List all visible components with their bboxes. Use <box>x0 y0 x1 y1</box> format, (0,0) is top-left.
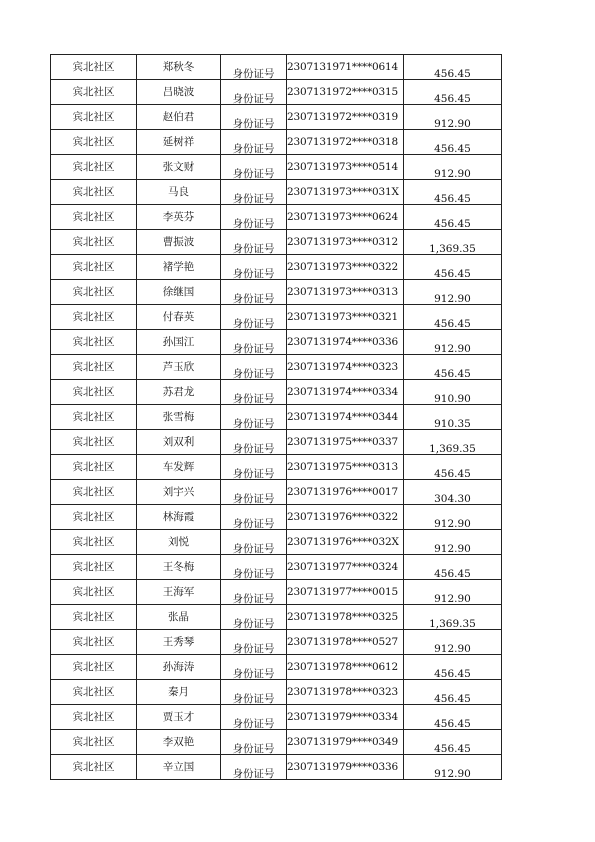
amount-cell: 456.45 <box>404 655 502 680</box>
document-type-cell: 身份证号 <box>221 205 287 230</box>
table-row <box>51 255 502 280</box>
name-cell: 马良 <box>137 180 221 205</box>
community-cell: 宾北社区 <box>51 680 137 705</box>
amount-cell: 912.90 <box>404 530 502 555</box>
name-cell: 赵伯君 <box>137 105 221 130</box>
community-cell: 宾北社区 <box>51 305 137 330</box>
table-row <box>51 480 502 505</box>
table-row <box>51 580 502 605</box>
amount-cell: 910.90 <box>404 380 502 405</box>
amount-cell: 456.45 <box>404 80 502 105</box>
community-cell: 宾北社区 <box>51 330 137 355</box>
id-number-cell: 2307131979****0336 <box>287 755 404 780</box>
amount-cell: 456.45 <box>404 355 502 380</box>
community-cell: 宾北社区 <box>51 705 137 730</box>
id-number-cell: 2307131979****0334 <box>287 705 404 730</box>
table-row <box>51 280 502 305</box>
document-type-cell: 身份证号 <box>221 405 287 430</box>
name-cell: 刘宇兴 <box>137 480 221 505</box>
amount-cell: 456.45 <box>404 130 502 155</box>
name-cell: 刘双利 <box>137 430 221 455</box>
document-type-cell: 身份证号 <box>221 455 287 480</box>
table-row <box>51 80 502 105</box>
document-type-cell: 身份证号 <box>221 630 287 655</box>
table-row <box>51 630 502 655</box>
name-cell: 张晶 <box>137 605 221 630</box>
id-number-cell: 2307131974****0323 <box>287 355 404 380</box>
document-type-cell: 身份证号 <box>221 355 287 380</box>
document-type-cell: 身份证号 <box>221 730 287 755</box>
name-cell: 延树祥 <box>137 130 221 155</box>
document-type-cell: 身份证号 <box>221 505 287 530</box>
community-cell: 宾北社区 <box>51 480 137 505</box>
id-number-cell: 2307131976****0017 <box>287 480 404 505</box>
community-cell: 宾北社区 <box>51 730 137 755</box>
id-number-cell: 2307131971****0614 <box>287 55 404 80</box>
amount-cell: 912.90 <box>404 630 502 655</box>
id-number-cell: 2307131972****0319 <box>287 105 404 130</box>
document-type-cell: 身份证号 <box>221 130 287 155</box>
table-row <box>51 530 502 555</box>
community-cell: 宾北社区 <box>51 505 137 530</box>
community-cell: 宾北社区 <box>51 255 137 280</box>
name-cell: 芦玉欣 <box>137 355 221 380</box>
table-row <box>51 155 502 180</box>
name-cell: 李双艳 <box>137 730 221 755</box>
community-cell: 宾北社区 <box>51 355 137 380</box>
table-row <box>51 605 502 630</box>
table-row <box>51 705 502 730</box>
id-number-cell: 2307131973****0313 <box>287 280 404 305</box>
name-cell: 车发辉 <box>137 455 221 480</box>
table-row <box>51 205 502 230</box>
name-cell: 褚学艳 <box>137 255 221 280</box>
id-number-cell: 2307131973****031X <box>287 180 404 205</box>
amount-cell: 912.90 <box>404 105 502 130</box>
document-type-cell: 身份证号 <box>221 480 287 505</box>
id-number-cell: 2307131974****0344 <box>287 405 404 430</box>
amount-cell: 456.45 <box>404 255 502 280</box>
amount-cell: 1,369.35 <box>404 230 502 255</box>
id-number-cell: 2307131975****0313 <box>287 455 404 480</box>
document-type-cell: 身份证号 <box>221 155 287 180</box>
community-cell: 宾北社区 <box>51 180 137 205</box>
id-number-cell: 2307131978****0323 <box>287 680 404 705</box>
amount-cell: 912.90 <box>404 505 502 530</box>
amount-cell: 456.45 <box>404 555 502 580</box>
table-row <box>51 680 502 705</box>
table-row <box>51 430 502 455</box>
amount-cell: 910.35 <box>404 405 502 430</box>
community-cell: 宾北社区 <box>51 405 137 430</box>
document-type-cell: 身份证号 <box>221 430 287 455</box>
id-number-cell: 2307131972****0315 <box>287 80 404 105</box>
id-number-cell: 2307131975****0337 <box>287 430 404 455</box>
name-cell: 王秀琴 <box>137 630 221 655</box>
roster-table <box>50 54 502 780</box>
id-number-cell: 2307131974****0336 <box>287 330 404 355</box>
name-cell: 孙海涛 <box>137 655 221 680</box>
amount-cell: 1,369.35 <box>404 430 502 455</box>
amount-cell: 912.90 <box>404 580 502 605</box>
id-number-cell: 2307131977****0015 <box>287 580 404 605</box>
community-cell: 宾北社区 <box>51 280 137 305</box>
table-row <box>51 455 502 480</box>
table-row <box>51 405 502 430</box>
name-cell: 付春英 <box>137 305 221 330</box>
table-row <box>51 655 502 680</box>
document-type-cell: 身份证号 <box>221 180 287 205</box>
id-number-cell: 2307131973****0514 <box>287 155 404 180</box>
id-number-cell: 2307131978****0527 <box>287 630 404 655</box>
community-cell: 宾北社区 <box>51 155 137 180</box>
id-number-cell: 2307131976****0322 <box>287 505 404 530</box>
amount-cell: 456.45 <box>404 455 502 480</box>
document-type-cell: 身份证号 <box>221 705 287 730</box>
community-cell: 宾北社区 <box>51 755 137 780</box>
community-cell: 宾北社区 <box>51 80 137 105</box>
community-cell: 宾北社区 <box>51 630 137 655</box>
document-type-cell: 身份证号 <box>221 680 287 705</box>
id-number-cell: 2307131978****0612 <box>287 655 404 680</box>
name-cell: 苏君龙 <box>137 380 221 405</box>
community-cell: 宾北社区 <box>51 380 137 405</box>
table-row <box>51 380 502 405</box>
community-cell: 宾北社区 <box>51 55 137 80</box>
name-cell: 郑秋冬 <box>137 55 221 80</box>
id-number-cell: 2307131973****0321 <box>287 305 404 330</box>
table-row <box>51 180 502 205</box>
name-cell: 孙国江 <box>137 330 221 355</box>
community-cell: 宾北社区 <box>51 105 137 130</box>
community-cell: 宾北社区 <box>51 430 137 455</box>
document-type-cell: 身份证号 <box>221 255 287 280</box>
document-type-cell: 身份证号 <box>221 555 287 580</box>
name-cell: 王冬梅 <box>137 555 221 580</box>
name-cell: 刘悦 <box>137 530 221 555</box>
community-cell: 宾北社区 <box>51 205 137 230</box>
document-type-cell: 身份证号 <box>221 230 287 255</box>
community-cell: 宾北社区 <box>51 605 137 630</box>
amount-cell: 456.45 <box>404 680 502 705</box>
table-row <box>51 755 502 780</box>
amount-cell: 456.45 <box>404 205 502 230</box>
amount-cell: 912.90 <box>404 280 502 305</box>
id-number-cell: 2307131976****032X <box>287 530 404 555</box>
name-cell: 贾玉才 <box>137 705 221 730</box>
community-cell: 宾北社区 <box>51 655 137 680</box>
document-type-cell: 身份证号 <box>221 755 287 780</box>
community-cell: 宾北社区 <box>51 580 137 605</box>
amount-cell: 1,369.35 <box>404 605 502 630</box>
amount-cell: 456.45 <box>404 705 502 730</box>
id-number-cell: 2307131978****0325 <box>287 605 404 630</box>
amount-cell: 912.90 <box>404 755 502 780</box>
document-type-cell: 身份证号 <box>221 80 287 105</box>
name-cell: 吕晓波 <box>137 80 221 105</box>
community-cell: 宾北社区 <box>51 530 137 555</box>
table-row <box>51 230 502 255</box>
id-number-cell: 2307131972****0318 <box>287 130 404 155</box>
name-cell: 李英芬 <box>137 205 221 230</box>
table-row <box>51 355 502 380</box>
amount-cell: 912.90 <box>404 330 502 355</box>
table-row <box>51 305 502 330</box>
name-cell: 张文财 <box>137 155 221 180</box>
amount-cell: 456.45 <box>404 55 502 80</box>
document-type-cell: 身份证号 <box>221 655 287 680</box>
document-type-cell: 身份证号 <box>221 330 287 355</box>
document-type-cell: 身份证号 <box>221 280 287 305</box>
amount-cell: 456.45 <box>404 180 502 205</box>
table-row <box>51 555 502 580</box>
name-cell: 秦月 <box>137 680 221 705</box>
amount-cell: 456.45 <box>404 730 502 755</box>
name-cell: 辛立国 <box>137 755 221 780</box>
community-cell: 宾北社区 <box>51 455 137 480</box>
name-cell: 徐继国 <box>137 280 221 305</box>
name-cell: 林海霞 <box>137 505 221 530</box>
id-number-cell: 2307131979****0349 <box>287 730 404 755</box>
table-row <box>51 730 502 755</box>
document-type-cell: 身份证号 <box>221 580 287 605</box>
name-cell: 曹振波 <box>137 230 221 255</box>
table-row <box>51 505 502 530</box>
table-row <box>51 55 502 80</box>
id-number-cell: 2307131973****0312 <box>287 230 404 255</box>
document-type-cell: 身份证号 <box>221 55 287 80</box>
amount-cell: 456.45 <box>404 305 502 330</box>
document-type-cell: 身份证号 <box>221 605 287 630</box>
document-type-cell: 身份证号 <box>221 530 287 555</box>
community-cell: 宾北社区 <box>51 230 137 255</box>
id-number-cell: 2307131974****0334 <box>287 380 404 405</box>
amount-cell: 912.90 <box>404 155 502 180</box>
name-cell: 张雪梅 <box>137 405 221 430</box>
roster-table-body <box>51 55 502 780</box>
table-row <box>51 330 502 355</box>
id-number-cell: 2307131973****0624 <box>287 205 404 230</box>
id-number-cell: 2307131973****0322 <box>287 255 404 280</box>
community-cell: 宾北社区 <box>51 555 137 580</box>
id-number-cell: 2307131977****0324 <box>287 555 404 580</box>
name-cell: 王海军 <box>137 580 221 605</box>
table-row <box>51 105 502 130</box>
document-type-cell: 身份证号 <box>221 380 287 405</box>
document-type-cell: 身份证号 <box>221 105 287 130</box>
table-row <box>51 130 502 155</box>
amount-cell: 304.30 <box>404 480 502 505</box>
document-type-cell: 身份证号 <box>221 305 287 330</box>
community-cell: 宾北社区 <box>51 130 137 155</box>
